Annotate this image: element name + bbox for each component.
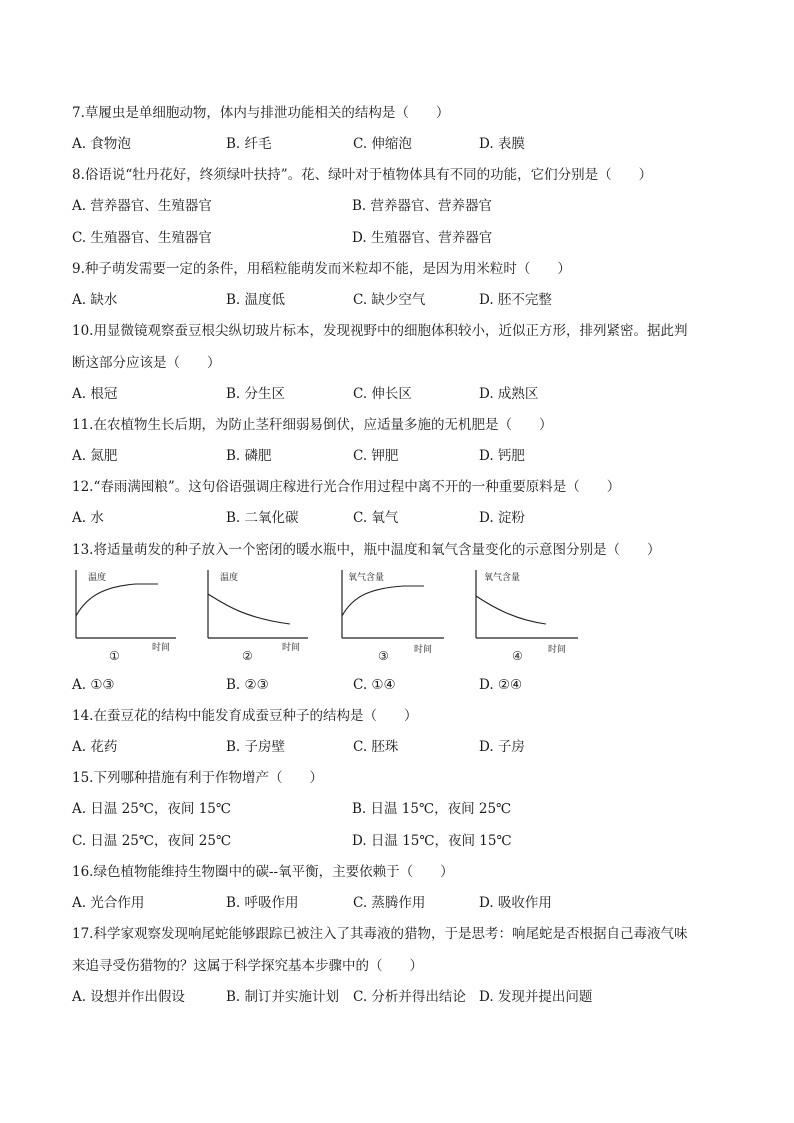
- x-axis-label: 时间: [548, 645, 567, 655]
- graph-1-svg: [66, 566, 186, 662]
- option-c[interactable]: C. 伸缩泡: [353, 136, 412, 152]
- option-d[interactable]: D. 淀粉: [479, 510, 525, 526]
- graph-2: [198, 566, 318, 666]
- trend-curve-decrease: [476, 596, 546, 624]
- question-7-stem: 7.草履虫是单细胞动物，体内与排泄功能相关的结构是（ ）: [72, 105, 450, 121]
- option-d[interactable]: D. 钙肥: [479, 448, 525, 464]
- graph-2-svg: [198, 566, 318, 662]
- question-15-stem: 15.下列哪种措施有利于作物增产（ ）: [72, 770, 323, 786]
- option-d[interactable]: D. 成熟区: [479, 386, 539, 402]
- question-12-stem: 12.“春雨满囤粮”。这句俗语强调庄稼进行光合作用过程中离不开的一种重要原料是（ ）: [72, 479, 621, 495]
- option-b[interactable]: B. 呼吸作用: [226, 895, 299, 911]
- graph-4-svg: [466, 566, 590, 662]
- option-c[interactable]: C. ①④: [353, 677, 396, 693]
- option-d[interactable]: D. 表膜: [479, 136, 525, 152]
- y-axis-label: 温度: [88, 573, 107, 583]
- question-10-stem: 10.用显微镜观察蚕豆根尖纵切玻片标本，发现视野中的细胞体积较小，近似正方形，排列紧密。据此判: [72, 323, 688, 339]
- x-axis-label: 时间: [414, 645, 433, 655]
- question-16-stem: 16.绿色植物能维持生物圈中的碳--氧平衡，主要依赖于（ ）: [72, 864, 454, 880]
- option-a[interactable]: A. 日温 25℃，夜间 15℃: [72, 801, 231, 817]
- option-a[interactable]: A. 水: [72, 510, 104, 526]
- x-axis-label: 时间: [282, 643, 301, 653]
- option-d[interactable]: D. 子房: [479, 739, 525, 755]
- graph-4: [466, 566, 590, 666]
- question-8-stem: 8.俗语说“牡丹花好，终须绿叶扶持”。花、绿叶对于植物体具有不同的功能，它们分别是（ ）: [72, 167, 653, 183]
- option-a[interactable]: A. 花药: [72, 739, 118, 755]
- option-a[interactable]: A. 营养器官、生殖器官: [72, 198, 212, 214]
- option-b[interactable]: B. ②③: [226, 677, 269, 693]
- option-d[interactable]: D. 日温 15℃，夜间 15℃: [352, 833, 512, 849]
- option-c[interactable]: C. 生殖器官、生殖器官: [72, 230, 212, 246]
- option-d[interactable]: D. 生殖器官、营养器官: [352, 230, 493, 246]
- question-13-stem: 13.将适量萌发的种子放入一个密闭的暖水瓶中，瓶中温度和氧气含量变化的示意图分别是（ ）: [72, 542, 661, 558]
- option-b[interactable]: B. 子房壁: [226, 739, 286, 755]
- option-b[interactable]: B. 营养器官、营养器官: [352, 198, 493, 214]
- trend-curve-decrease: [208, 594, 290, 624]
- option-c[interactable]: C. 胚珠: [353, 739, 399, 755]
- y-axis-label: 温度: [220, 573, 239, 583]
- graph-caption: ④: [512, 649, 523, 663]
- option-b[interactable]: B. 日温 15℃，夜间 25℃: [352, 801, 512, 817]
- option-a[interactable]: A. 设想并作出假设: [72, 989, 185, 1005]
- question-11-stem: 11.在农植物生长后期，为防止茎秆细弱易倒伏，应适量多施的无机肥是（ ）: [72, 417, 553, 433]
- option-a[interactable]: A. 氮肥: [72, 448, 118, 464]
- option-b[interactable]: B. 纤毛: [226, 136, 272, 152]
- option-d[interactable]: D. 发现并提出问题: [479, 989, 593, 1005]
- graph-caption: ②: [242, 649, 253, 663]
- graph-3-svg: [332, 566, 456, 662]
- option-c[interactable]: C. 氧气: [353, 510, 399, 526]
- option-a[interactable]: A. 光合作用: [72, 895, 145, 911]
- option-a[interactable]: A. 根冠: [72, 386, 118, 402]
- option-a[interactable]: A. ①③: [72, 677, 115, 693]
- option-c[interactable]: C. 钾肥: [353, 448, 399, 464]
- question-9-stem: 9.种子萌发需要一定的条件，用稻粒能萌发而米粒却不能，是因为用米粒时（ ）: [72, 261, 571, 277]
- option-b[interactable]: B. 温度低: [226, 292, 286, 308]
- option-b[interactable]: B. 制订并实施计划: [226, 989, 340, 1005]
- option-c[interactable]: C. 日温 25℃，夜间 25℃: [72, 833, 232, 849]
- y-axis-label: 氧气含量: [484, 573, 521, 583]
- graph-1: [66, 566, 186, 666]
- option-c[interactable]: C. 伸长区: [353, 386, 412, 402]
- question-17-stem: 17.科学家观察发现响尾蛇能够跟踪已被注入了其毒液的猎物，于是思考：响尾蛇是否根据自己毒液气味: [72, 926, 688, 942]
- question-14-stem: 14.在蚕豆花的结构中能发育成蚕豆种子的结构是（ ）: [72, 708, 418, 724]
- question-10-stem-continued: 断这部分应该是（ ）: [72, 355, 221, 371]
- option-c[interactable]: C. 蒸腾作用: [353, 895, 426, 911]
- option-a[interactable]: A. 缺水: [72, 292, 118, 308]
- option-a[interactable]: A. 食物泡: [72, 136, 131, 152]
- option-b[interactable]: B. 二氧化碳: [226, 510, 299, 526]
- option-c[interactable]: C. 分析并得出结论: [353, 989, 466, 1005]
- option-b[interactable]: B. 分生区: [226, 386, 286, 402]
- graph-caption: ③: [378, 649, 389, 663]
- trend-curve-increase: [76, 584, 158, 616]
- graph-caption: ①: [109, 649, 120, 663]
- option-d[interactable]: D. 胚不完整: [479, 292, 552, 308]
- x-axis-label: 时间: [152, 643, 171, 653]
- y-axis-label: 氧气含量: [348, 573, 385, 583]
- graph-3: [332, 566, 456, 666]
- option-d[interactable]: D. 吸收作用: [479, 895, 552, 911]
- trend-curve-increase: [342, 586, 424, 616]
- question-17-stem-continued: 来追寻受伤猎物的？这属于科学探究基本步骤中的（ ）: [72, 958, 423, 974]
- option-b[interactable]: B. 磷肥: [226, 448, 272, 464]
- option-c[interactable]: C. 缺少空气: [353, 292, 426, 308]
- option-d[interactable]: D. ②④: [479, 677, 523, 693]
